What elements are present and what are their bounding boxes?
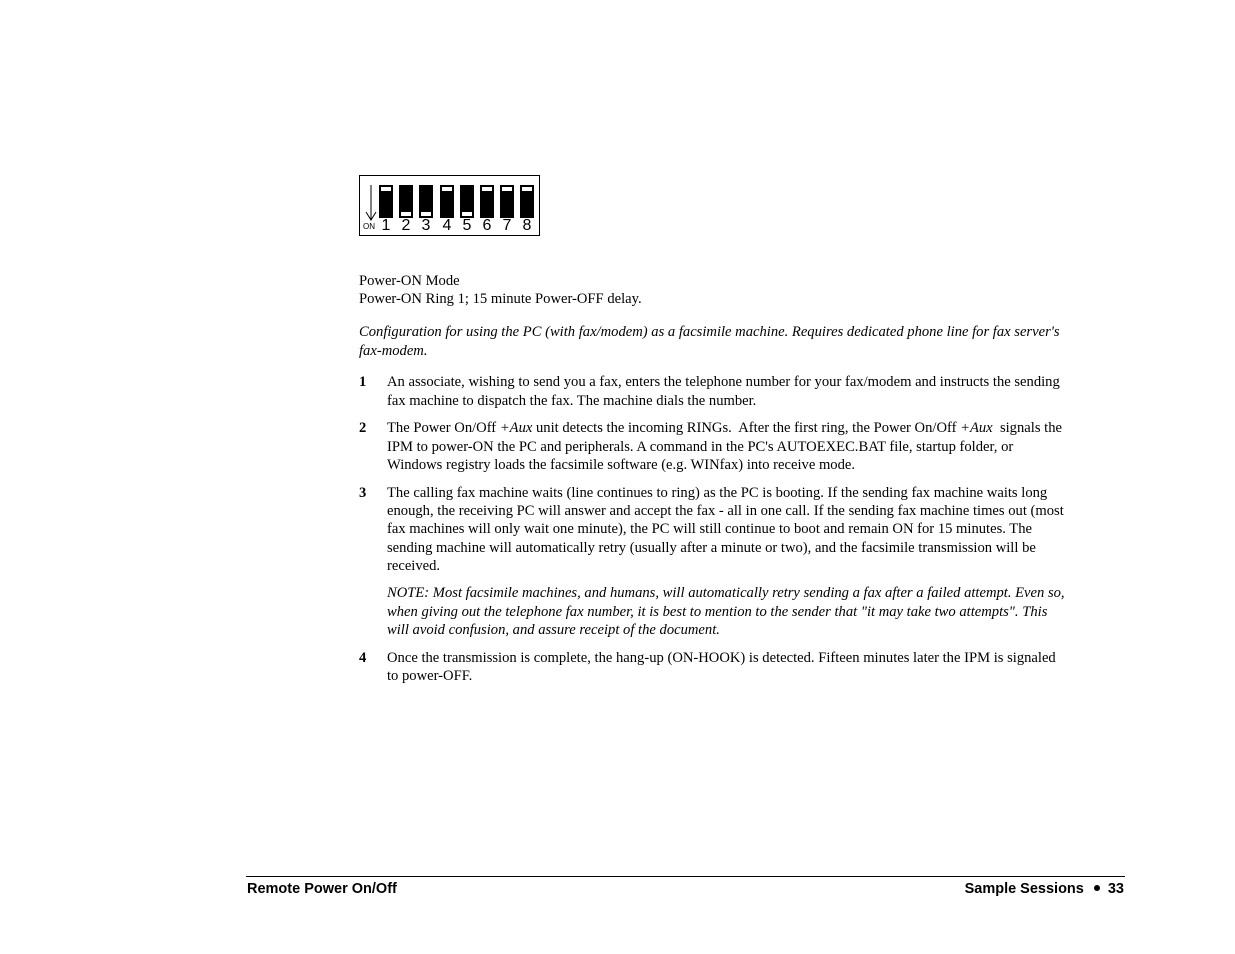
dip-number-1: 1 [381, 217, 391, 234]
dip-number-6: 6 [482, 217, 492, 234]
dip-switch-1 [379, 185, 393, 218]
mode-subtitle: Power-ON Ring 1; 15 minute Power-OFF delay. [359, 291, 642, 307]
mode-title: Power-ON Mode [359, 273, 460, 289]
step-3-line-2: enough, the receiving PC will answer and accept the fax - all in one call. If the sending fax machine times out (most [387, 503, 1064, 519]
dip-number-8: 8 [522, 217, 532, 234]
step-3-line-5: received. [387, 558, 441, 574]
config-line-2: fax-modem. [359, 343, 428, 359]
dip-number-3: 3 [421, 217, 431, 234]
step-4-line-1: Once the transmission is complete, the hang-up (ON-HOOK) is detected. Fifteen minutes later the IPM is signaled [387, 650, 1056, 666]
step-number-2: 2 [359, 420, 367, 436]
dip-switch-8 [520, 185, 534, 218]
config-line-1: Configuration for using the PC (with fax/modem) as a facsimile machine. Requires dedicated phone line for fax server's [359, 324, 1060, 340]
dip-switch-5 [460, 185, 474, 218]
footer-title: Remote Power On/Off [247, 881, 397, 897]
dip-number-7: 7 [502, 217, 512, 234]
note-line-1: NOTE: Most facsimile machines, and humans, will automatically retry sending a fax after a failed attempt. Even so, [387, 585, 1065, 601]
step-3-line-3: fax machines will only wait one minute), the PC will still continue to boot and remain ON for 15 minutes. The [387, 521, 1032, 537]
footer-section: Sample Sessions [964, 881, 1084, 897]
step-number-1: 1 [359, 374, 367, 390]
footer-rule [246, 876, 1125, 877]
dip-switch-3 [419, 185, 433, 218]
note-line-3: will avoid confusion, and assure receipt of the document. [387, 622, 720, 638]
step-1-line-2: fax machine to dispatch the fax. The machine dials the number. [387, 393, 757, 409]
step-3-line-4: sending machine will automatically retry (usually after a minute or two), and the facsimile transmission will be [387, 540, 1036, 556]
step-1-line-1: An associate, wishing to send you a fax, enters the telephone number for your fax/modem and instructs the sending [387, 374, 1060, 390]
step-2-line-1: The Power On/Off +Aux unit detects the incoming RINGs. After the first ring, the Power On/Off +Aux signals the [387, 420, 1062, 436]
dip-switch-4 [440, 185, 454, 218]
footer-page-info [965, 880, 1124, 898]
step-2-line-2: IPM to power-ON the PC and peripherals. A command in the PC's AUTOEXEC.BAT file, startup folder, or [387, 439, 1014, 455]
dip-number-5: 5 [462, 217, 472, 234]
down-arrow-icon [364, 184, 378, 222]
dip-switch-6 [480, 185, 494, 218]
step-2-line-3: Windows registry loads the facsimile software (e.g. WINfax) into receive mode. [387, 457, 856, 473]
step-number-3: 3 [359, 485, 367, 501]
step-3-line-1: The calling fax machine waits (line continues to ring) as the PC is booting. If the sending fax machine waits long [387, 485, 1048, 501]
on-label: ON [363, 222, 375, 231]
note-line-2: when giving out the telephone fax number, it is best to mention to the sender that "it may take two attempts". This [387, 604, 1048, 620]
footer-page-number: 33 [1107, 881, 1124, 897]
dip-switch-7 [500, 185, 514, 218]
step-number-4: 4 [359, 650, 367, 666]
step-4-line-2: to power-OFF. [387, 668, 473, 684]
dip-switch-diagram [359, 175, 540, 236]
bullet-icon [1094, 885, 1100, 891]
dip-number-4: 4 [442, 217, 452, 234]
dip-number-2: 2 [401, 217, 411, 234]
dip-switch-2 [399, 185, 413, 218]
